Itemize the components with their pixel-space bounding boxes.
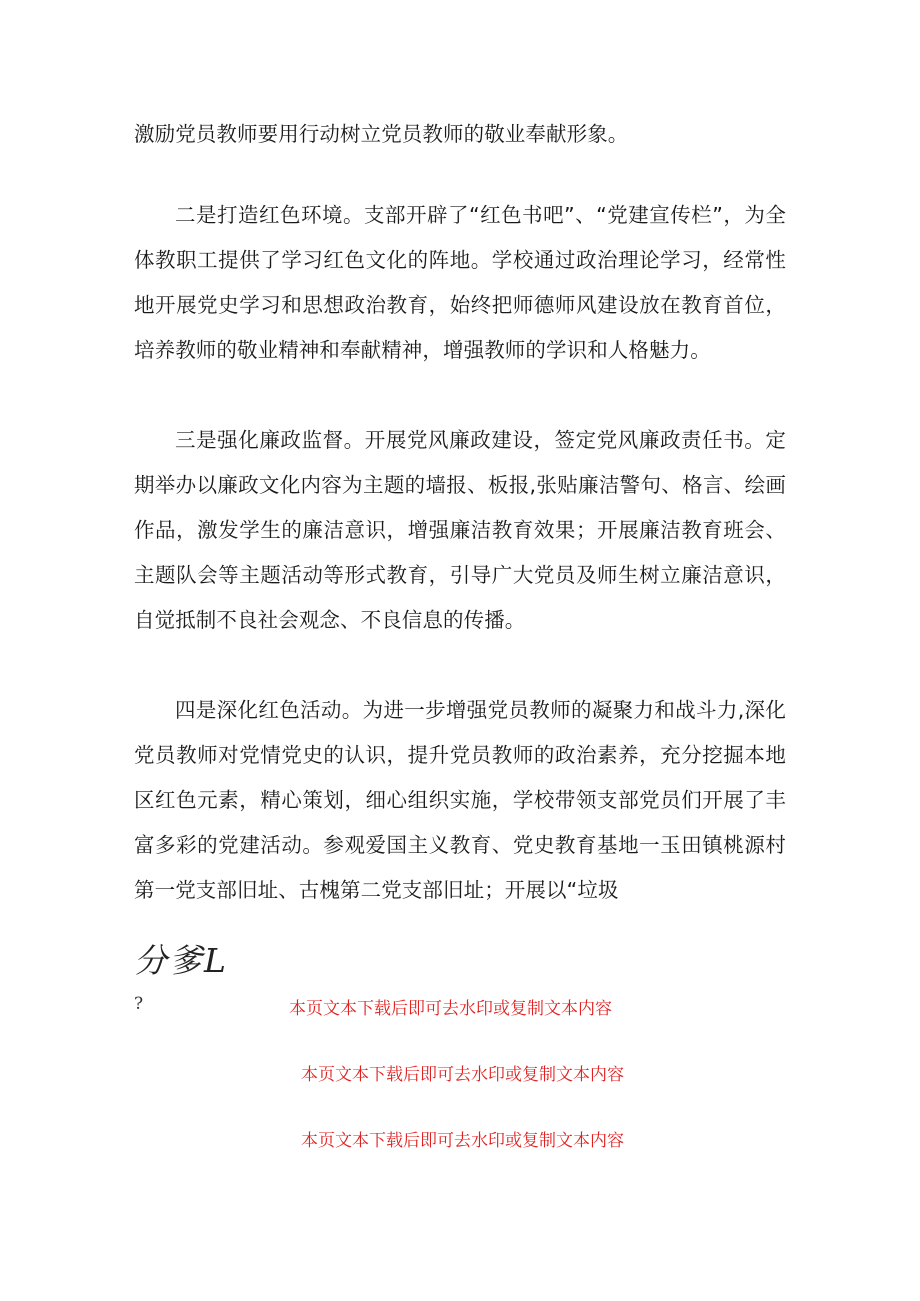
watermark-notice: 本页文本下载后即可去水印或复制文本内容 [301, 1065, 624, 1085]
paragraph-red-environment: 二是打造红色环境。支部开辟了“红色书吧”、“党建宣传栏”，为全体教职工提供了学习红色文化的阵地。学校通过政治理论学习，经常性地开展党史学习和思想政治教育，始终把师德师风建设放在教育首位，培养教师的敬业精神和奉献精神，增强教师的学识和人格魅力。 [134, 203, 786, 362]
question-mark: ? [134, 994, 144, 1014]
handwritten-fragment: 分爹L [134, 941, 228, 980]
watermark-notice: 本页文本下载后即可去水印或复制文本内容 [289, 999, 612, 1019]
paragraph-red-activities: 四是深化红色活动。为进一步增强党员教师的凝聚力和战斗力,深化党员教师对党情党史的认识，提升党员教师的政治素养，充分挖掘本地区红色元素，精心策划，细心组织实施，学校带领支部党员们开展了丰富多彩的党建活动。参观爱国主义教育、党史教育基地一玉田镇桃源村第一党支部旧址、古槐第二党支部旧址；开展以“垃圾 [134, 698, 786, 902]
paragraph-continuation: 激励党员教师要用行动树立党员教师的敬业奉献形象。 [134, 122, 629, 146]
watermark-notice: 本页文本下载后即可去水印或复制文本内容 [301, 1131, 624, 1151]
paragraph-integrity-supervision: 三是强化廉政监督。开展党风廉政建设，签定党风廉政责任书。定期举办以廉政文化内容为主题的墙报、板报,张贴廉洁警句、格言、绘画作品，激发学生的廉洁意识，增强廉洁教育效果；开展廉洁教育班会、主题队会等主题活动等形式教育，引导广大党员及师生树立廉洁意识，自觉抵制不良社会观念、不良信息的传播。 [134, 428, 786, 632]
